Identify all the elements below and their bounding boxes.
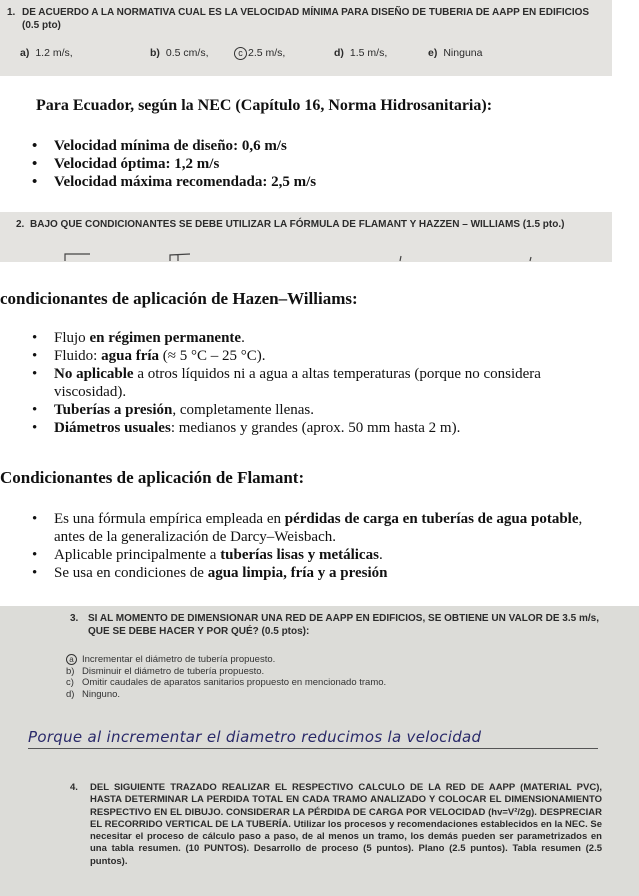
list-item: • Se usa en condiciones de agua limpia, fría y a presión [28, 564, 608, 582]
q1-option-c: c 2.5 m/s, [234, 47, 285, 60]
q1-option-d: d) 1.5 m/s, [334, 47, 388, 59]
ecuador-list [28, 137, 316, 191]
hazen-list [28, 329, 588, 437]
q3-option-d: d) Ninguno. [66, 688, 121, 700]
q3-option-c: c) Omitir caudales de aparatos sanitarios propuesto en mencionado tramo. [66, 677, 387, 688]
question-1-scan [0, 0, 612, 76]
handwriting-marks [60, 251, 560, 262]
hazen-heading: condicionantes de aplicación de Hazen–Williams: [0, 289, 358, 308]
q1-option-e: e) Ninguna [428, 47, 483, 59]
q3-option-b: b) Disminuir el diámetro de tubería propuesto. [66, 665, 265, 677]
question-4-text: 4. DEL SIGUIENTE TRAZADO REALIZAR EL RESPECTIVO CALCULO DE LA RED DE AAPP (MATERIAL PVC), HASTA DETERMINAR LA PERDIDA TOTAL EN CADA TRAMO ANALIZADO Y COLOCAR EL DIMENSIONAMIENTO RESPECTIVO EN EL DIBUJO. CONSIDERAR LA PÉRDIDA DE CARGA POR VELOCIDAD (hv=V²/2g). DESPRECIAR EL RECORRIDO VERTICAL DE LA TUBERÍA. Utilizar los procesos y recomendaciones establecidos en la NEC. Se necesitar el proceso de cálculo paso a paso, de al menos un tramo, los demás pueden ser parametrizados en una tabla resumen. (10 PUNTOS). Desarrollo de proceso (5 puntos). Plano (2.5 puntos). Tabla resumen (2.5 puntos). [70, 782, 602, 867]
question-1-number: 1. [7, 7, 16, 18]
flamant-list [28, 510, 608, 582]
list-item: • Es una fórmula empírica empleada en pérdidas de carga en tuberías de agua potable, antes de la generalización de Darcy–Weisbach. [28, 510, 608, 546]
q3-options [66, 654, 386, 700]
list-item: • Diámetros usuales: medianos y grandes (aprox. 50 mm hasta 2 m). [28, 419, 588, 437]
question-3-title: 3. SI AL MOMENTO DE DIMENSIONAR UNA RED DE AAPP EN EDIFICIOS, SE OBTIENE UN VALOR DE 3.5 m/s, QUE SE DEBE HACER Y POR QUÉ? (0.5 ptos): [70, 613, 599, 637]
flamant-heading: Condicionantes de aplicación de Flamant: [0, 468, 305, 487]
list-item: • Velocidad mínima de diseño: 0,6 m/s [28, 137, 316, 155]
list-item: • Aplicable principalmente a tuberías lisas y metálicas. [28, 546, 608, 564]
list-item: • Velocidad máxima recomendada: 2,5 m/s [28, 173, 316, 191]
ecuador-heading: Para Ecuador, según la NEC (Capítulo 16, Norma Hidrosanitaria): [36, 97, 493, 114]
list-item: • Fluido: agua fría (≈ 5 °C – 25 °C). [28, 347, 588, 365]
q1-option-b: b) 0.5 cm/s, [150, 47, 209, 59]
q3-option-a: a Incrementar el diámetro de tubería propuesto. [66, 654, 386, 666]
list-item: • No aplicable a otros líquidos ni a agua a altas temperaturas (porque no considera viscosidad). [28, 365, 588, 401]
q1-option-a: a) 1.2 m/s, [20, 47, 73, 59]
list-item: • Velocidad óptima: 1,2 m/s [28, 155, 316, 173]
list-item: • Flujo en régimen permanente. [28, 329, 588, 347]
question-1-title: 1. DE ACUERDO A LA NORMATIVA CUAL ES LA VELOCIDAD MÍNIMA PARA DISEÑO DE TUBERIA DE AAPP EN EDIFICIOS (0.5 pto) [7, 7, 590, 31]
list-item: • Tuberías a presión, completamente llenas. [28, 401, 588, 419]
question-2-title: 2. BAJO QUE CONDICIONANTES SE DEBE UTILIZAR LA FÓRMULA DE FLAMANT Y HAZZEN – WILLIAMS (1.5 pto.) [16, 219, 565, 230]
handwritten-answer: Porque al incrementar el diametro reducimos la velocidad [28, 728, 598, 749]
circled-letter: c [234, 47, 247, 60]
